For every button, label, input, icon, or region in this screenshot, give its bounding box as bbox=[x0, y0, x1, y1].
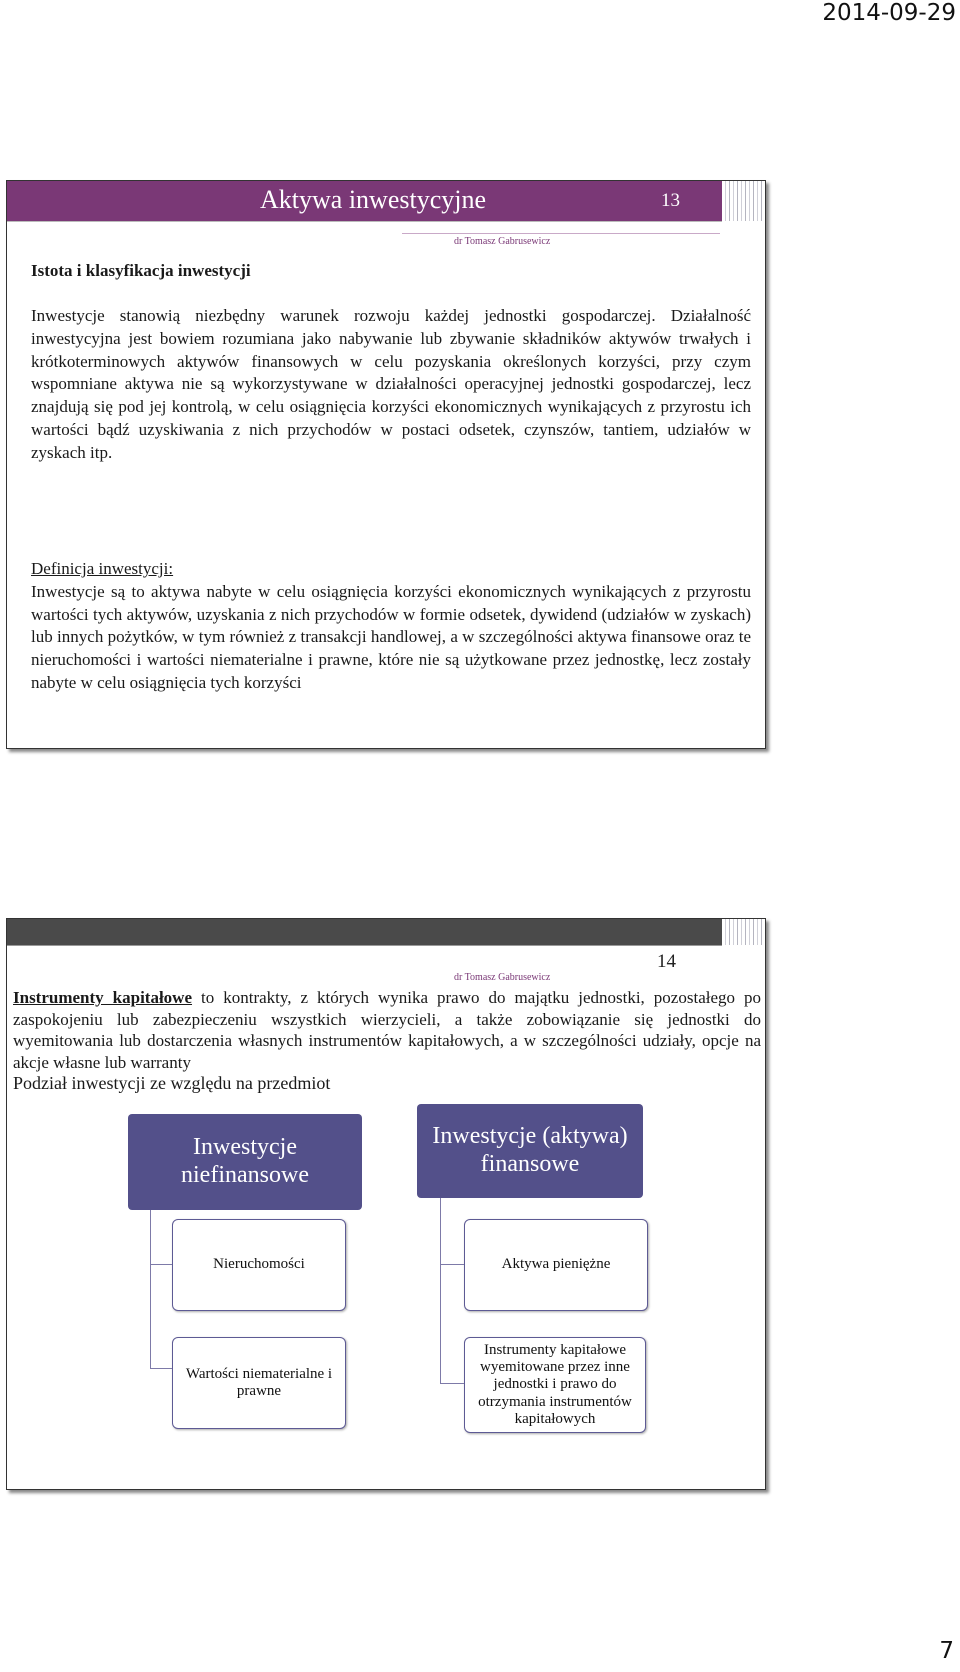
connector-line bbox=[440, 1383, 464, 1384]
connector-line bbox=[150, 1368, 172, 1369]
title-bar-decoration bbox=[722, 919, 765, 945]
title-bar-decoration bbox=[722, 181, 765, 221]
slide-13 bbox=[6, 180, 766, 749]
slide-number: 14 bbox=[653, 951, 680, 973]
item-box-intangibles: Wartości niematerialne i prawne bbox=[172, 1337, 346, 1429]
connector-line bbox=[440, 1198, 441, 1383]
category-box-nonfinancial: Inwestycje niefinansowe bbox=[128, 1114, 362, 1210]
term-definition: to kontrakty, z których wynika prawo do majątku jednostki, pozostałego po zaspokojeniu lub zabezpieczeniu wszystkich wierzycieli, a także zobowiązanie się jednostki do wyemitowania lub dostarczenia własnych instrumentów kapitałowych, a w szczególności udziały, opcje na akcje własne lub warranty bbox=[13, 988, 761, 1072]
item-box-cash-assets: Aktywa pieniężne bbox=[464, 1219, 648, 1311]
intro-paragraph: Inwestycje stanowią niezbędny warunek rozwoju każdej jednostki gospodarczej. Działalność inwestycyjna jest bowiem rozumiana jako nabywanie lub zbywanie składników aktywów trwałych i krótkoterminowych aktywów finansowych w celu pozyskania określonych korzyści, przy czym wspomniane aktywa nie są wykorzystywane w działalności operacyjnej jednostki gospodarczej, lecz znajdują się pod jej kontrolą, w celu osiągnięcia korzyści ekonomicznych wynikających z przyrostu ich wartości bądź uzyskiwania z nich przychodów w postaci odsetek, czynszów, tantiem, udziałów w zyskach itp. bbox=[31, 306, 751, 462]
slide-number-bar bbox=[7, 945, 722, 972]
divider-line bbox=[402, 233, 720, 234]
term-heading: Instrumenty kapitałowe bbox=[13, 988, 193, 1007]
slide-subheading: Istota i klasyfikacja inwestycji bbox=[31, 261, 251, 280]
slide-title-bar bbox=[7, 181, 722, 222]
slide-author: dr Tomasz Gabrusewicz bbox=[454, 236, 551, 247]
category-box-financial: Inwestycje (aktywa) finansowe bbox=[417, 1104, 643, 1198]
slide-header-bar bbox=[7, 919, 722, 945]
capital-instruments-paragraph bbox=[13, 987, 761, 1073]
connector-line bbox=[150, 1210, 151, 1368]
item-box-real-estate: Nieruchomości bbox=[172, 1219, 346, 1311]
connector-line bbox=[150, 1264, 172, 1265]
division-heading: Podział inwestycji ze względu na przedmiot bbox=[13, 1073, 331, 1093]
slide-author: dr Tomasz Gabrusewicz bbox=[454, 972, 551, 983]
slide-14 bbox=[6, 918, 766, 1490]
slide-number: 13 bbox=[661, 190, 680, 211]
definition-text: Inwestycje są to aktywa nabyte w celu osiągnięcia korzyści ekonomicznych wynikających z przyrostu wartości tych aktywów, uzyskania z nich przychodów w formie odsetek, dywidend (udziałów w zyskach) lub innych pożytków, w tym również z transakcji handlowej, a w szczególności aktywa finansowe oraz te nieruchomości i wartości niematerialne i prawne, które nie są użytkowane przez jednostkę, lecz zostały nabyte w celu osiągnięcia tych korzyści bbox=[31, 581, 751, 692]
page-number: 7 bbox=[939, 1638, 954, 1664]
connector-line bbox=[440, 1264, 464, 1265]
slide-title: Aktywa inwestycyjne bbox=[260, 185, 487, 214]
definition-heading: Definicja inwestycji: bbox=[31, 559, 174, 578]
item-box-equity-instruments: Instrumenty kapitałowe wyemitowane przez inne jednostki i prawo do otrzymania instrumentów kapitałowych bbox=[464, 1337, 646, 1433]
page-date: 2014-09-29 bbox=[822, 0, 956, 26]
definition-block bbox=[31, 558, 751, 695]
